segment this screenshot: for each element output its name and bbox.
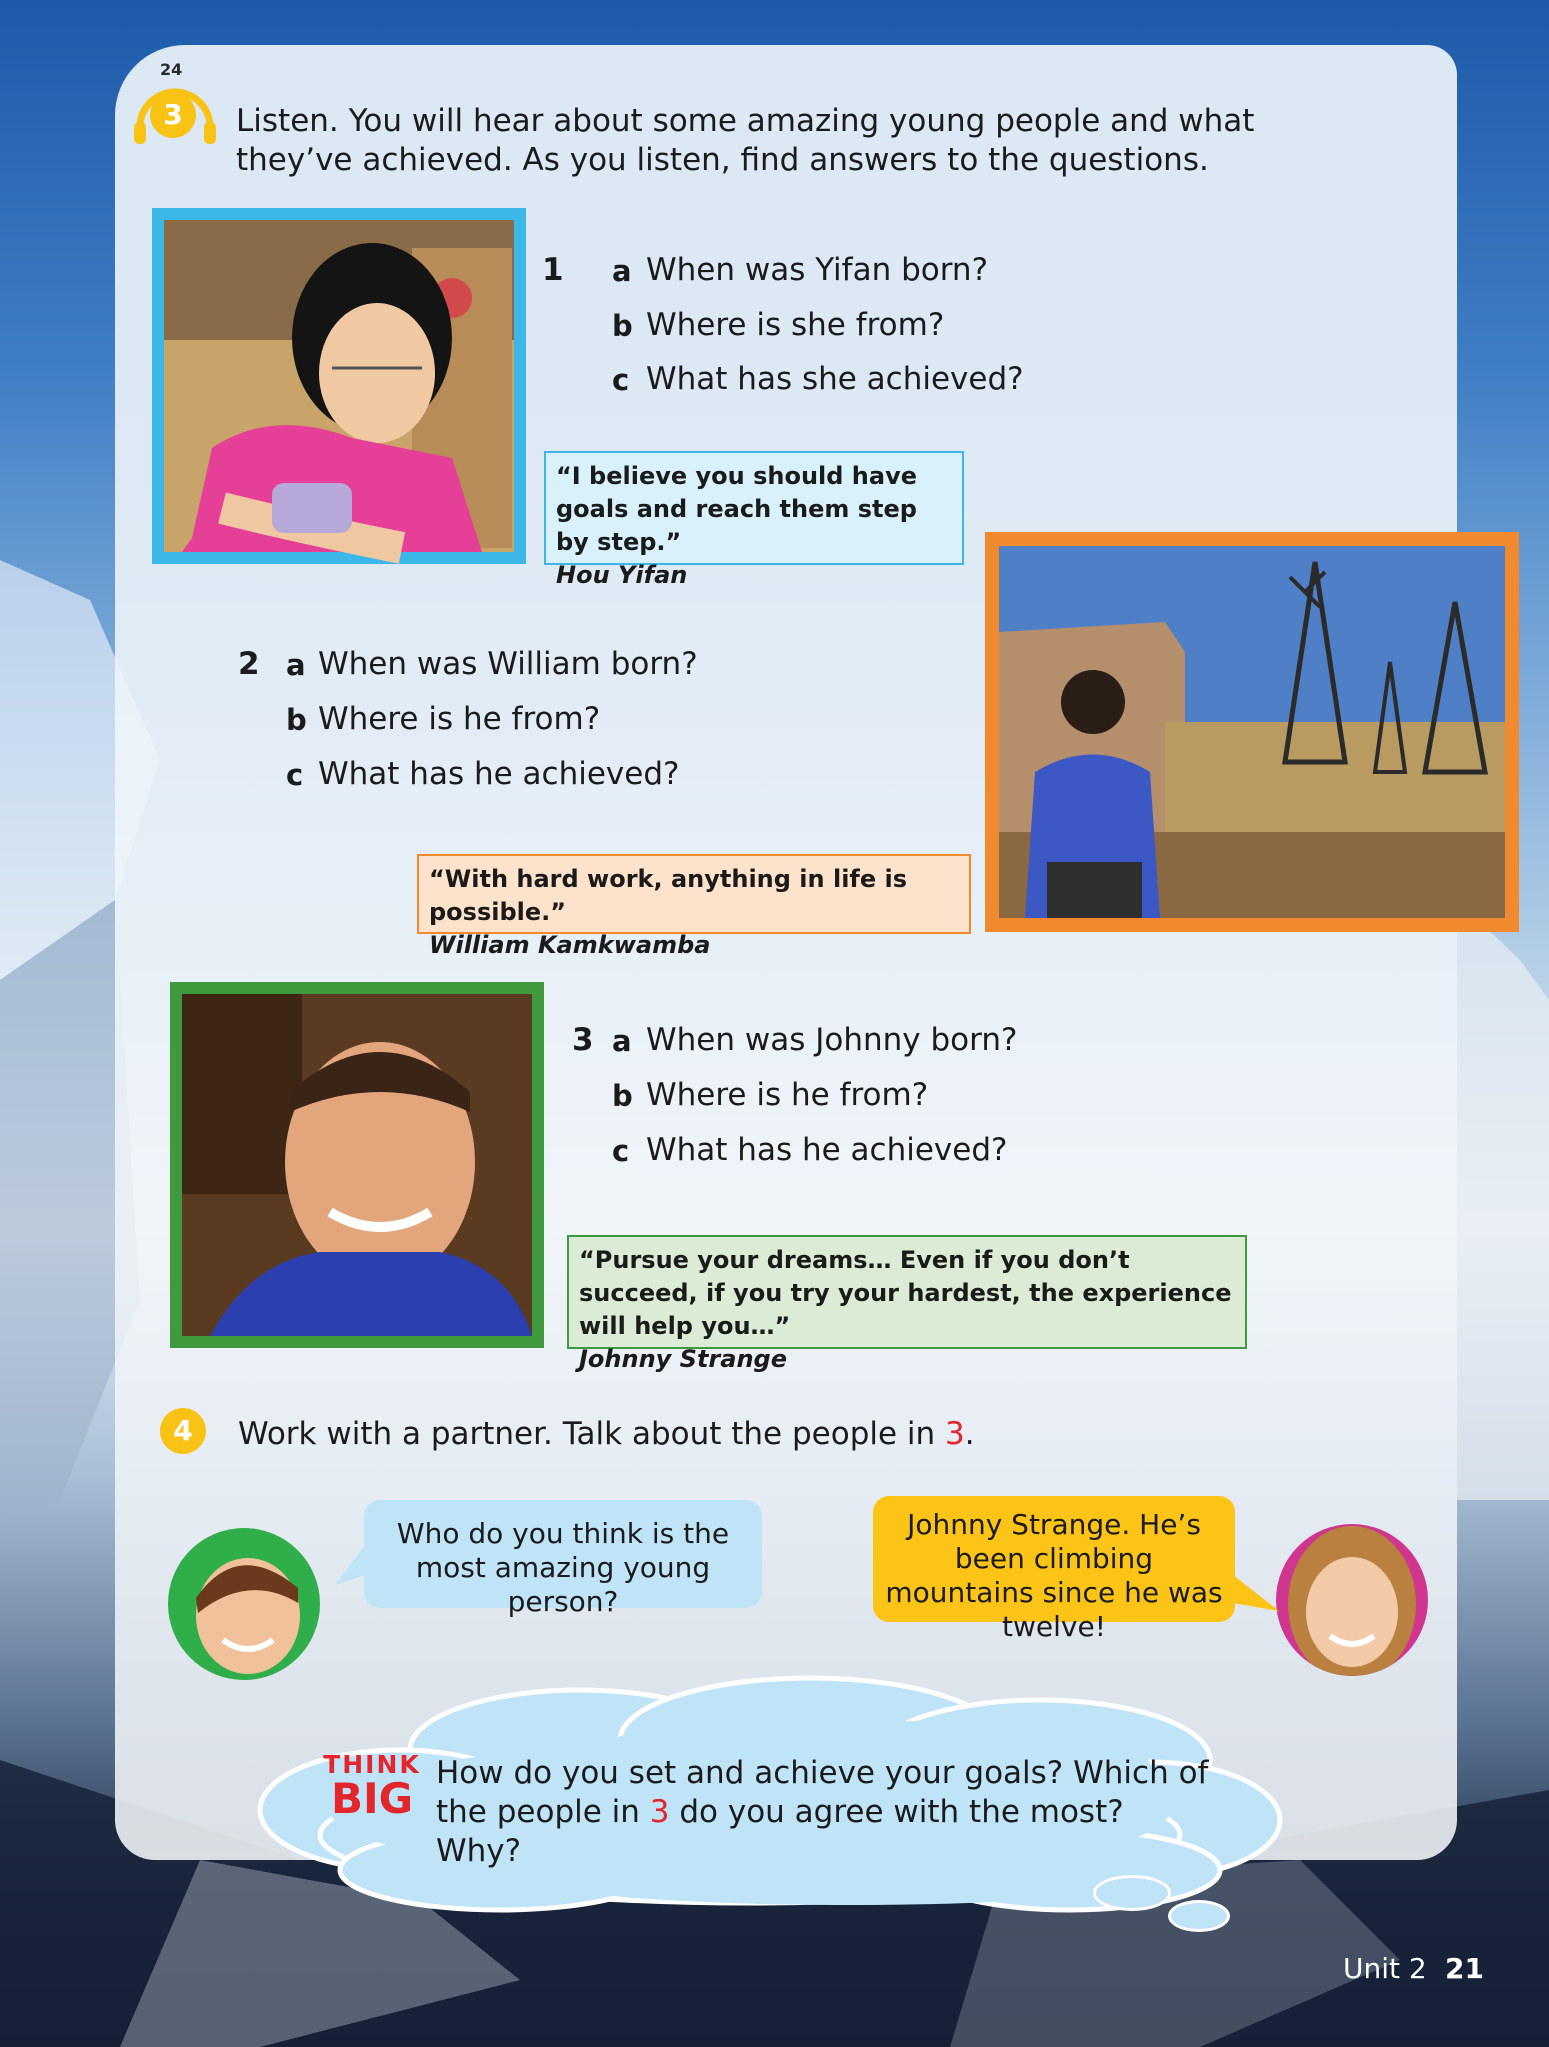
- group-2-question-c: What has he achieved?: [318, 756, 680, 792]
- exercise-4-badge: 4: [160, 1408, 206, 1454]
- group-2-number: 2: [238, 646, 260, 682]
- group-1-question-b: Where is she from?: [646, 307, 945, 343]
- big-word: BIG: [330, 1774, 414, 1823]
- avatar-girl: [1276, 1524, 1428, 1676]
- speech-bubble-girl: Johnny Strange. He’s been climbing mountains since he was twelve!: [873, 1496, 1235, 1622]
- avatar-boy: [168, 1528, 320, 1680]
- quote-text: “I believe you should have goals and reach them step by step.”: [556, 462, 918, 556]
- quote-author: Hou Yifan: [556, 561, 688, 589]
- exercise-3-badge: 3: [150, 92, 196, 138]
- quote-johnny-strange: [567, 1235, 1247, 1373]
- instruction-end: .: [964, 1416, 975, 1452]
- photo-hou-yifan: [152, 208, 526, 564]
- group-2-letter-b: b: [286, 703, 307, 737]
- exercise-reference: 3: [945, 1416, 965, 1452]
- group-2-letter-c: c: [286, 758, 304, 792]
- group-1-question-c: What has she achieved?: [646, 361, 1024, 397]
- group-1-letter-a: a: [612, 254, 632, 288]
- quote-william-kamkwamba: [417, 854, 971, 959]
- think-big-logo: [322, 1750, 422, 1823]
- group-1-letter-b: b: [612, 309, 633, 343]
- instruction-text: Work with a partner. Talk about the people in: [238, 1416, 946, 1452]
- group-2-letter-a: a: [286, 648, 306, 682]
- speech-tail-boy: [335, 1545, 365, 1585]
- group-1-letter-c: c: [612, 363, 630, 397]
- footer-unit: Unit 2: [1343, 1952, 1427, 1985]
- group-3-question-a: When was Johnny born?: [646, 1022, 1018, 1058]
- exercise-3-instruction: Listen. You will hear about some amazing young people and what they’ve achieved. As you listen, find answers to the questions.: [236, 103, 1255, 178]
- quote-author: Johnny Strange: [579, 1345, 788, 1373]
- thought-dot-small: [1168, 1900, 1230, 1932]
- thought-dot-large: [1093, 1875, 1171, 1911]
- group-3-letter-b: b: [612, 1079, 633, 1113]
- speech-bubble-boy: Who do you think is the most amazing young person?: [364, 1500, 762, 1608]
- quote-author: William Kamkwamba: [429, 931, 711, 959]
- group-3-question-c: What has he achieved?: [646, 1132, 1008, 1168]
- photo-william-kamkwamba: [985, 532, 1519, 932]
- exercise-4-instruction: [238, 1415, 1238, 1454]
- group-2-question-a: When was William born?: [318, 646, 698, 682]
- think-big-question-end: do you agree with the most? Why?: [436, 1794, 1124, 1869]
- group-3-letter-a: a: [612, 1024, 632, 1058]
- group-3-letter-c: c: [612, 1134, 630, 1168]
- think-big-text: [436, 1754, 1216, 1871]
- quote-text: “Pursue your dreams… Even if you don’t succeed, if you try your hardest, the experience will help you…”: [579, 1246, 1232, 1340]
- exercise-reference: 3: [649, 1794, 670, 1830]
- quote-text: “With hard work, anything in life is possible.”: [429, 865, 908, 926]
- page-number: 21: [1445, 1952, 1484, 1985]
- group-3-question-b: Where is he from?: [646, 1077, 929, 1113]
- think-word: THINK: [323, 1750, 421, 1779]
- quote-hou-yifan: [544, 451, 964, 589]
- photo-johnny-strange: [170, 982, 544, 1348]
- group-1-number: 1: [542, 252, 564, 288]
- speech-tail-girl: [1233, 1575, 1279, 1611]
- track-number: 24: [160, 60, 183, 79]
- group-1-question-a: When was Yifan born?: [646, 252, 989, 288]
- group-2-question-b: Where is he from?: [318, 701, 601, 737]
- think-big-question: How do you set and achieve your goals? Which of the people in: [436, 1755, 1209, 1830]
- group-3-number: 3: [572, 1022, 594, 1058]
